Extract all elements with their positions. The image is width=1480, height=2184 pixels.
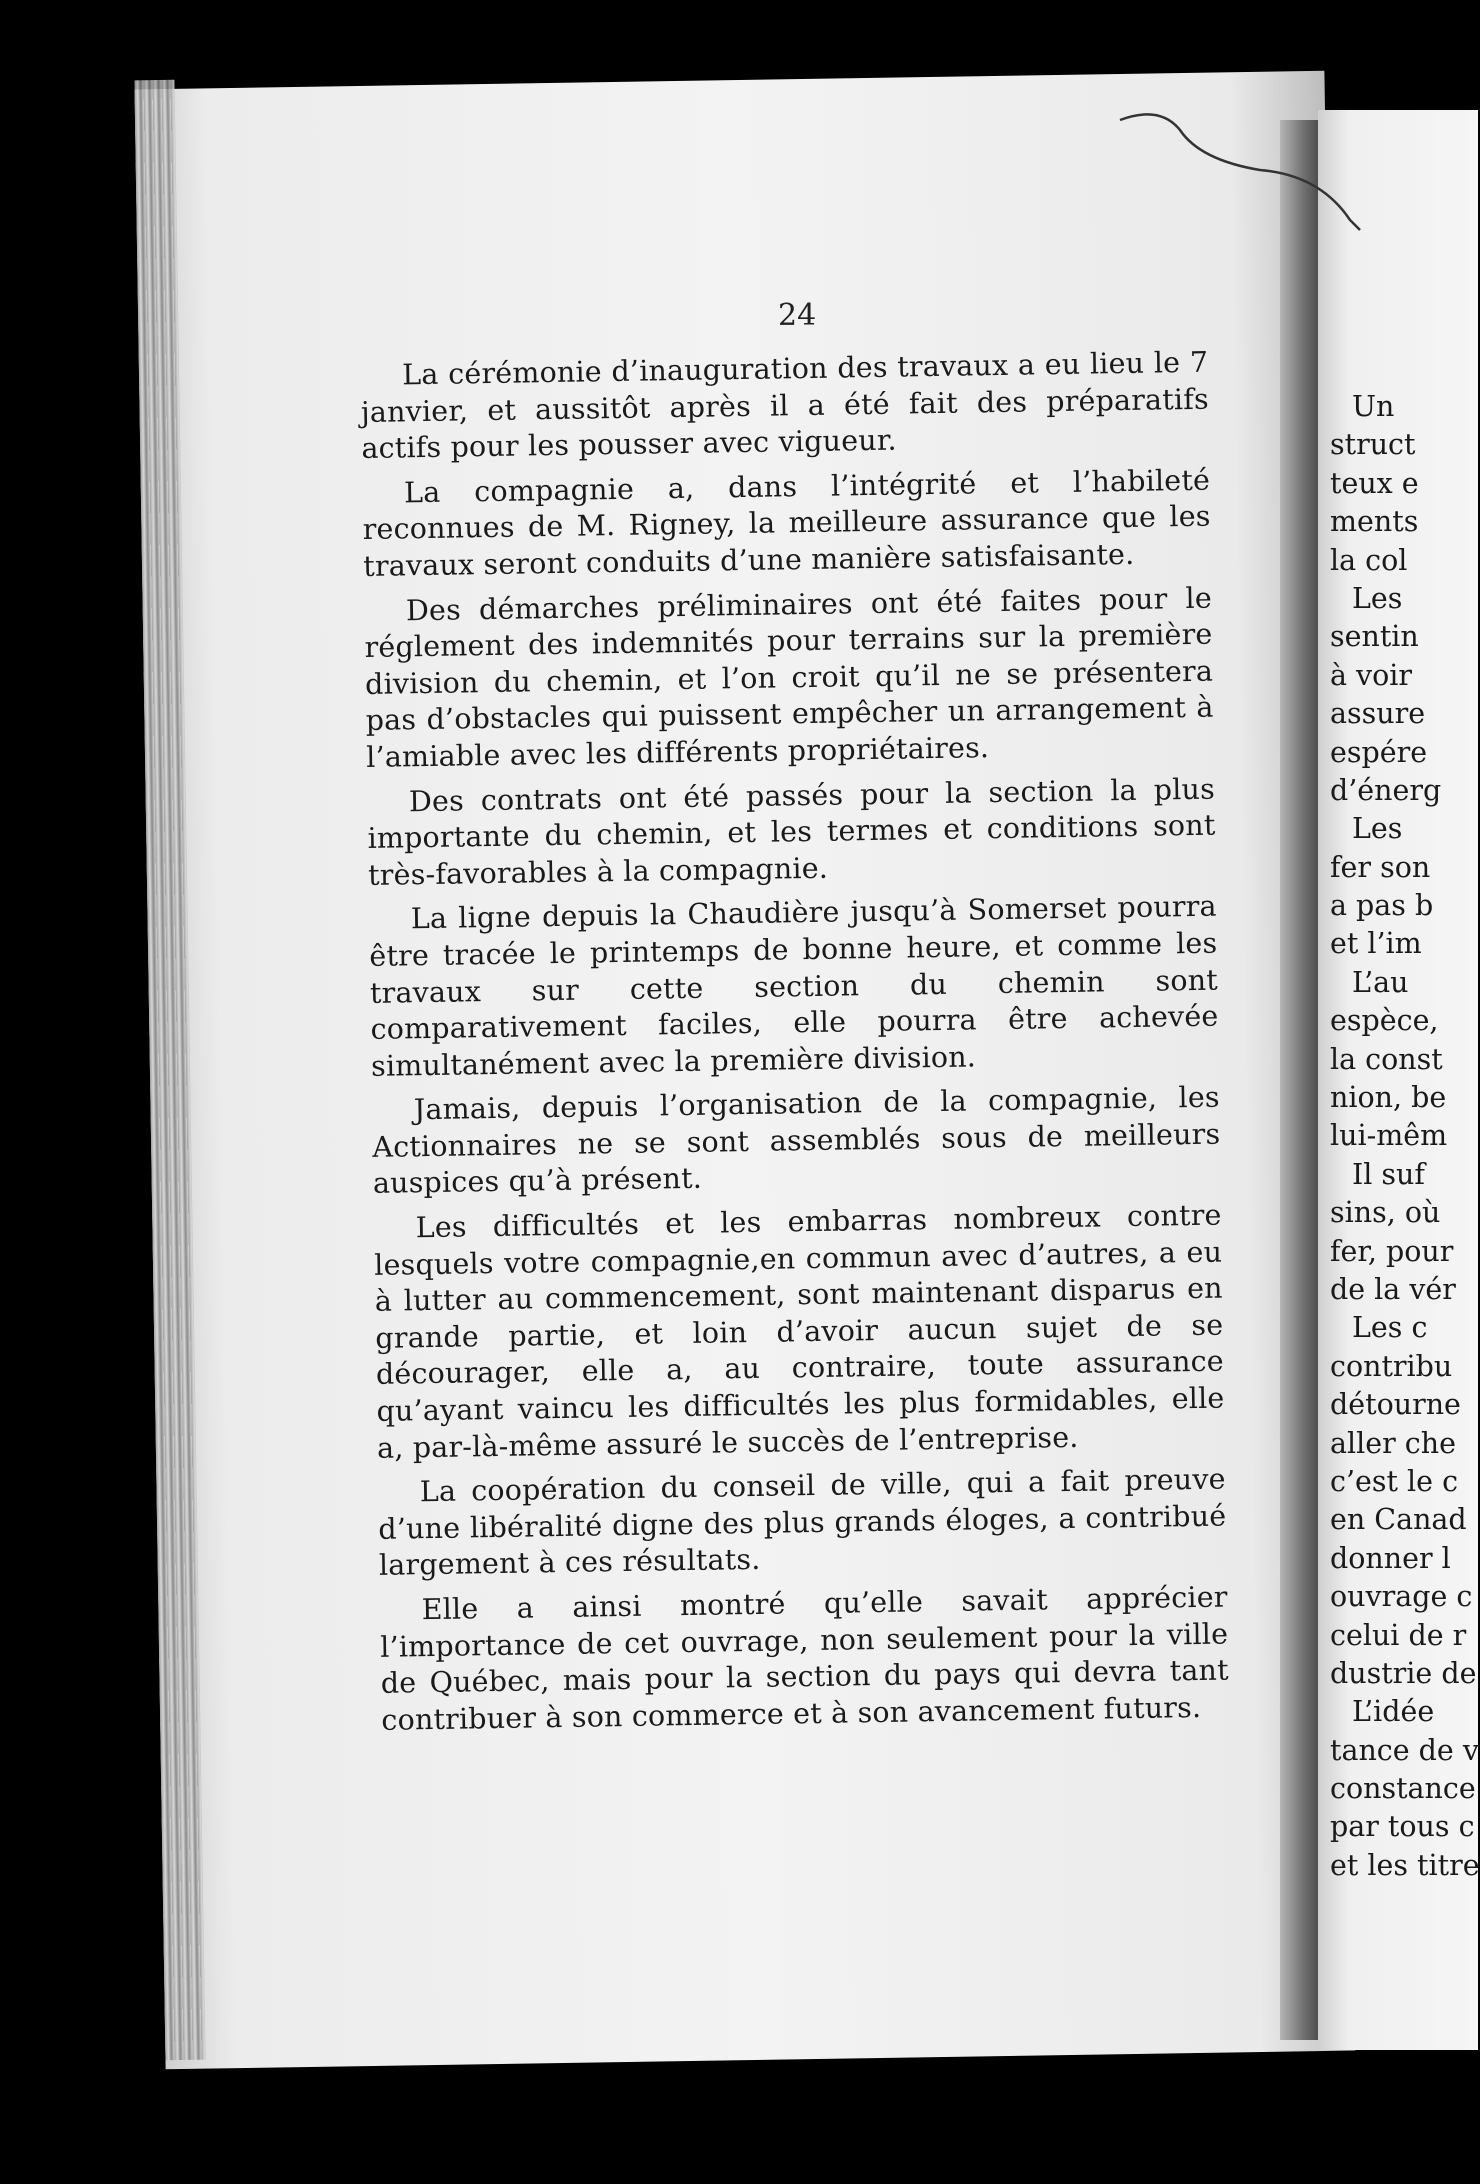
paragraph: La cérémonie d’inauguration des travaux a eu lieu le 7 janvier, et aussitôt après il a été fait des préparatifs actifs pour les pousser avec vigueur.: [360, 345, 1210, 466]
fragment-line: L’au: [1352, 965, 1409, 999]
thread-curl-mark: [1120, 100, 1370, 240]
page-number: 24: [778, 298, 817, 333]
fragment-line: celui de r: [1330, 1618, 1467, 1652]
book-gutter: [1280, 120, 1320, 2040]
fragment-line: détourne: [1330, 1388, 1461, 1422]
paragraph: La coopération du conseil de ville, qui a fait preuve d’une libéralité digne des plus grands éloges, a contribué largement à ces résultats.: [378, 1462, 1227, 1583]
right-page-text-fragments: [1330, 388, 1480, 1885]
fragment-line: L’idée: [1352, 1695, 1435, 1729]
fragment-line: et l’im: [1330, 927, 1422, 961]
fragment-line: teux e: [1330, 466, 1419, 500]
fragment-line: la col: [1330, 543, 1408, 577]
paragraph: La compagnie a, dans l’intégrité et l’habileté reconnues de M. Rigney, la meilleure assurance que les travaux seront conduits d’une manière satisfaisante.: [362, 463, 1211, 583]
fragment-line: struct: [1330, 428, 1416, 462]
paragraph: La ligne depuis la Chaudière jusqu’à Somerset pourra être tracée le printemps de bonne heure, et comme les travaux sur cette section du chemin sont comparativement faciles, elle pourra être achevée simultanément avec la première division.: [369, 889, 1219, 1083]
fragment-line: par tous c: [1330, 1810, 1475, 1844]
body-text: [360, 345, 1230, 1748]
paragraph: Jamais, depuis l’organisation de la compagnie, les Actionnaires ne se sont assemblés sous de meilleurs auspices qu’à présent.: [372, 1080, 1221, 1201]
fragment-line: c’est le c: [1330, 1464, 1459, 1498]
fragment-line: fer, pour: [1330, 1234, 1454, 1268]
fragment-line: donner l: [1330, 1541, 1451, 1575]
fragment-line: la const: [1330, 1042, 1443, 1076]
fragment-line: contribu: [1330, 1349, 1453, 1383]
fragment-line: de la vér: [1330, 1272, 1456, 1306]
fragment-line: Les c: [1352, 1311, 1428, 1345]
fragment-line: en Canad: [1330, 1503, 1467, 1537]
fragment-line: constance: [1330, 1772, 1476, 1806]
fragment-line: ments: [1330, 505, 1419, 539]
fragment-line: fer son: [1330, 850, 1431, 884]
fragment-line: Les: [1352, 812, 1403, 846]
fragment-line: sins, où: [1330, 1196, 1441, 1230]
fragment-line: lui-mêm: [1330, 1119, 1448, 1153]
fragment-line: dustrie de: [1330, 1656, 1477, 1690]
fragment-line: nion, be: [1330, 1081, 1447, 1115]
fragment-line: tance de v: [1330, 1733, 1479, 1767]
paragraph: Les difficultés et les embarras nombreux contre lesquels votre compagnie,en commun avec d’autres, a eu à lutter au commencement, sont maintenant disparus en grande partie, et loin d’avoir aucun sujet de se décourager, elle a, au contraire, toute assurance qu’ayant vaincu les difficultés les plus formidables, elle a, par-là-même assuré le succès de l’entreprise.: [373, 1198, 1225, 1465]
fragment-line: espèce,: [1330, 1004, 1439, 1038]
paragraph: Des démarches préliminaires ont été faites pour le réglement des indemnités pour terrains sur la première division du chemin, et l’on croit qu’il ne se présentera pas d’obstacles qui puissent empêcher un arrangement à l’amiable avec les différents propriétaires.: [364, 581, 1214, 774]
fragment-line: Les: [1352, 581, 1403, 615]
fragment-line: ouvrage c: [1330, 1580, 1473, 1614]
fragment-line: aller che: [1330, 1426, 1456, 1460]
paragraph: Elle a ainsi montré qu’elle savait apprécier l’importance de cet ouvrage, non seulement pour la ville de Québec, mais pour la section du pays qui devra tant contribuer à son commerce et à son avancement futurs.: [379, 1580, 1229, 1737]
fragment-line: assure: [1330, 697, 1426, 731]
fragment-line: espére: [1330, 735, 1428, 769]
fragment-line: Il suf: [1352, 1157, 1425, 1191]
fragment-line: Un: [1352, 390, 1395, 423]
fragment-line: sentin: [1330, 620, 1419, 654]
fragment-line: à voir: [1330, 658, 1413, 692]
fragment-line: a pas b: [1330, 889, 1434, 923]
fragment-line: et les titre: [1330, 1848, 1480, 1882]
fragment-line: d’énerg: [1330, 773, 1442, 807]
paragraph: Des contrats ont été passés pour la section la plus importante du chemin, et les termes et conditions sont très-favorables à la compagnie.: [367, 772, 1216, 892]
